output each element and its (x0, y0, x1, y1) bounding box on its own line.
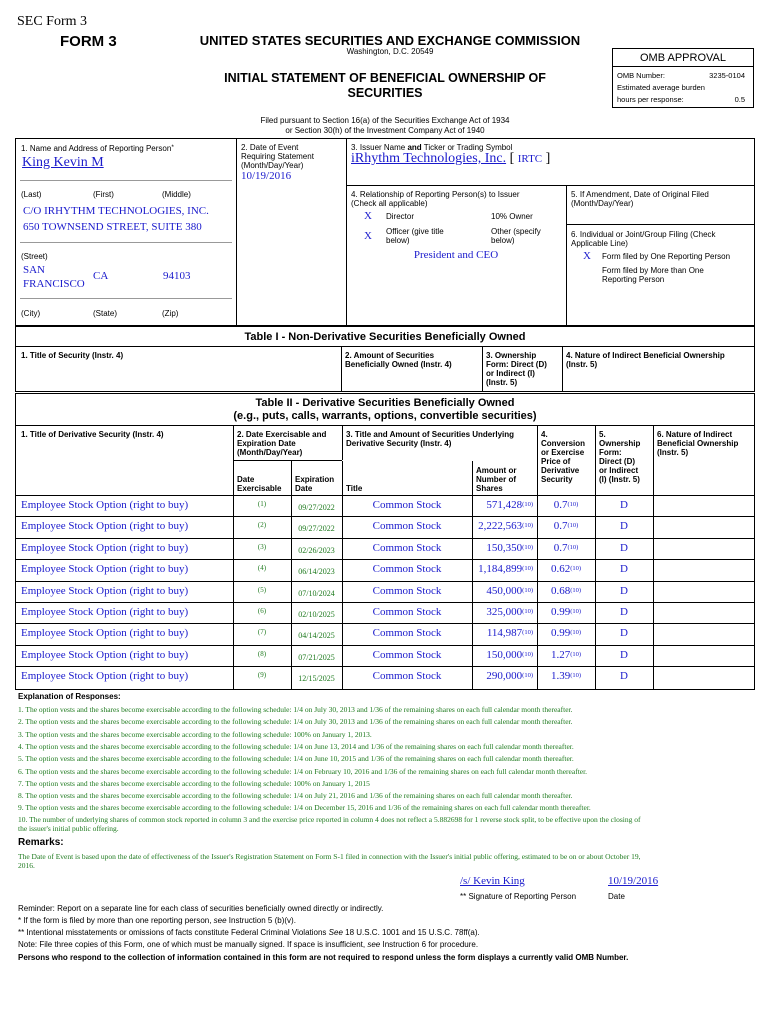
filed-pursuant: Filed pursuant to Section 16(a) of the Securities Exchange Act of 1934 or Section 30(h) of the Investment Company Act of 1940 (260, 116, 510, 135)
ticker-symbol: IRTC (517, 153, 543, 165)
multiple-persons-label: Form filed by More than One Reporting Person (602, 266, 704, 284)
underlying-security-title: Common Stock (372, 627, 442, 640)
last-label: (Last) (21, 190, 42, 199)
underlying-security-title: Common Stock (372, 606, 442, 618)
t2-col3-header: 3. Title and Amount of Securities Underlying Derivative Security (Instr. 4) (346, 430, 515, 448)
signature-date-value: 10/19/2016 (608, 875, 659, 887)
omb-approval-box (612, 48, 754, 108)
t1-col4-header: 4. Nature of Indirect Beneficial Ownership (Instr. 5) (566, 351, 725, 369)
underlying-amount: 290,000$^{(10)}$ (486, 670, 533, 683)
underlying-amount: 114,987$^{(10)}$ (486, 627, 533, 640)
underlying-security-title: Common Stock (372, 563, 442, 576)
exercise-price: 1.39$^{(10)}$ (550, 670, 582, 683)
underlying-amount: 450,000$^{(10)}$ (486, 584, 533, 597)
signature-value: /s/ Kevin King (460, 875, 525, 887)
ownership-form: D (620, 670, 628, 683)
ownership-form: D (620, 584, 628, 597)
event-date: 10/19/2016 (241, 170, 292, 182)
omb-title: OMB APPROVAL (613, 49, 753, 67)
derivative-title: Employee Stock Option (right to buy) (21, 563, 189, 576)
file-note: Note: File three copies of this Form, one of which must be manually signed. If space is insufficient, see Instruction 6 for procedure. (18, 940, 479, 949)
signature-date-label: Date (608, 892, 625, 901)
t2-col5-header: 5. Ownership Form: Direct (D) or Indirect (I) (Instr. 5) (599, 430, 641, 484)
explanation-heading: Explanation of Responses: (18, 692, 121, 701)
zip-value: 94103 (163, 270, 191, 282)
address-line-2: 650 TOWNSEND STREET, SUITE 380 (23, 221, 202, 233)
derivative-title: Employee Stock Option (right to buy) (21, 670, 189, 683)
underlying-amount: 150,350$^{(10)}$ (486, 541, 533, 554)
explanation-item: 4. The option vests and the shares become exercisable according to the following schedule: 1/4 on June 13, 2014 and 1/36 of the remaining shares on each full calendar month thereafter. (18, 741, 574, 751)
date-exercisable-footnote: (9) (257, 671, 267, 680)
exercise-price: 0.7$^{(10)}$ (553, 520, 579, 533)
t2-title-header: Title (346, 484, 363, 493)
zip-label: (Zip) (162, 309, 179, 318)
remarks-text: The Date of Event is based upon the date of effectiveness of the Issuer's Registration Statement on Form S-1 filed in connection with the Issuer's initial public offering, estimated to be on or about October 19, 2016. (18, 852, 641, 870)
underlying-amount: 571,428$^{(10)}$ (486, 499, 533, 511)
box5-label: 5. If Amendment, Date of Original Filed (Month/Day/Year) (571, 190, 709, 208)
t1-col1-header: 1. Title of Security (Instr. 4) (21, 351, 124, 360)
ownership-form: D (620, 648, 628, 661)
derivative-title: Employee Stock Option (right to buy) (21, 499, 189, 511)
ownership-form: D (620, 563, 628, 576)
derivative-title: Employee Stock Option (right to buy) (21, 584, 189, 597)
director-label: Director (386, 212, 415, 221)
middle-label: (Middle) (162, 190, 191, 199)
officer-title: President and CEO (413, 249, 499, 261)
underlying-security-title: Common Stock (372, 520, 442, 533)
signature-label: ** Signature of Reporting Person (460, 892, 577, 901)
footnote-single: * If the form is filed by more than one reporting person, see Instruction 5 (b)(v). (18, 916, 296, 925)
derivative-title: Employee Stock Option (right to buy) (21, 648, 189, 661)
officer-checkbox[interactable]: X (364, 230, 372, 242)
box2-label: 2. Date of Event Requiring Statement (Month/Day/Year) (241, 143, 314, 170)
expiration-date: 09/27/2022 (298, 524, 335, 534)
underlying-security-title: Common Stock (372, 584, 442, 597)
city-label: (City) (21, 309, 41, 318)
city-value: SAN FRANCISCO (23, 264, 85, 290)
underlying-amount: 150,000$^{(10)}$ (486, 648, 533, 661)
sec-form-label: SEC Form 3 (17, 14, 88, 29)
date-exercisable-footnote: (8) (257, 649, 267, 658)
officer-label: Officer (give title below) (386, 227, 444, 245)
t2-col1-header: 1. Title of Derivative Security (Instr. 4) (21, 430, 164, 439)
t2-col4-header: 4. Conversion or Exercise Price of Derivative Security (541, 430, 586, 484)
ownership-form: D (620, 606, 628, 618)
expiration-date: 07/10/2024 (298, 588, 335, 598)
expiration-date: 02/10/2025 (298, 610, 335, 619)
underlying-security-title: Common Stock (372, 648, 442, 661)
one-person-label: Form filed by One Reporting Person (602, 252, 731, 261)
omb-number-value: 3235-0104 (709, 71, 745, 80)
exercise-price: 0.62$^{(10)}$ (550, 563, 582, 576)
explanation-item: 8. The option vests and the shares become exercisable according to the following schedule: 1/4 on July 21, 2016 and 1/36 of the remaining shares on each full calendar month thereafter. (18, 791, 573, 801)
other-label: Other (specify below) (491, 227, 541, 245)
explanation-item: 7. The option vests and the shares become exercisable according to the following schedule: 100% on January 1, 2015 (18, 778, 370, 788)
ten-percent-owner-label: 10% Owner (491, 212, 533, 221)
ownership-form: D (620, 520, 628, 533)
date-exercisable-footnote: (3) (257, 542, 267, 551)
document-title: INITIAL STATEMENT OF BENEFICIAL OWNERSHIP OF SECURITIES (224, 71, 546, 100)
state-label: (State) (93, 309, 118, 318)
omb-hours-label: hours per response: (617, 95, 684, 104)
table-2-title: Table II - Derivative Securities Beneficially Owned (e.g., puts, calls, warrants, options, convertible securities) (233, 397, 537, 422)
explanation-item: 9. The option vests and the shares become exercisable according to the following schedule: 1/4 on December 15, 2016 and 1/36 of the remaining shares on each full calendar month thereafter. (18, 803, 591, 813)
explanation-item: 2. The option vests and the shares become exercisable according to the following schedule: 1/4 on July 30, 2013 and 1/36 of the remaining shares on each full calendar month thereafter. (18, 717, 573, 727)
t2-amount-header: Amount or Number of Shares (476, 466, 517, 493)
underlying-amount: 2,222,563$^{(10)}$ (478, 520, 533, 533)
issuer-name-ticker: iRhythm Technologies, Inc. [ IRTC ] (351, 151, 551, 166)
form-title: FORM 3 (60, 33, 117, 50)
date-exercisable-footnote: (7) (257, 628, 267, 637)
t1-col3-header: 3. Ownership Form: Direct (D) or Indirect (I) (Instr. 5) (486, 351, 547, 387)
state-value: CA (93, 270, 109, 282)
underlying-security-title: Common Stock (372, 499, 442, 511)
underlying-amount: 1,184,899$^{(10)}$ (478, 563, 533, 576)
explanation-item: 3. The option vests and the shares become exercisable according to the following schedule: 100% on January 1, 2013. (18, 729, 372, 739)
expiration-date: 06/14/2023 (298, 567, 335, 577)
t1-col2-header: 2. Amount of Securities Beneficially Owned (Instr. 4) (345, 351, 452, 369)
exercise-price: 0.99$^{(10)}$ (550, 606, 582, 618)
omb-burden-label: Estimated average burden (617, 83, 705, 92)
reminder-note: Reminder: Report on a separate line for each class of securities beneficially owned directly or indirectly. (18, 904, 384, 913)
remarks-heading: Remarks: (18, 837, 64, 848)
t2-expiration-header: Expiration Date (295, 475, 335, 493)
box4-label: 4. Relationship of Reporting Person(s) to Issuer (Check all applicable) (351, 190, 520, 208)
address-line-1: C/O IRHYTHM TECHNOLOGIES, INC. (23, 205, 209, 217)
underlying-security-title: Common Stock (372, 670, 442, 683)
ownership-form: D (620, 499, 628, 511)
expiration-date: 02/26/2023 (298, 545, 335, 555)
table-1-title: Table I - Non-Derivative Securities Beneficially Owned (244, 331, 526, 343)
date-exercisable-footnote: (4) (257, 564, 267, 573)
underlying-amount: 325,000$^{(10)}$ (486, 606, 533, 618)
omb-hours-value: 0.5 (734, 95, 745, 104)
t2-date-exercisable-header: Date Exercisable (237, 475, 282, 493)
exercise-price: 0.7$^{(10)}$ (553, 541, 579, 554)
derivative-title: Employee Stock Option (right to buy) (21, 541, 189, 554)
box6-label: 6. Individual or Joint/Group Filing (Check Applicable Line) (571, 230, 716, 248)
reporting-person-name[interactable]: King Kevin M (22, 155, 104, 170)
first-label: (First) (93, 190, 114, 199)
street-label: (Street) (21, 252, 48, 261)
date-exercisable-footnote: (5) (257, 585, 267, 594)
box3-label: 3. Issuer Name and Ticker or Trading Symbol (351, 143, 513, 152)
t2-col2-header: 2. Date Exercisable and Expiration Date (Month/Day/Year) (237, 430, 327, 457)
expiration-date: 09/27/2022 (298, 503, 335, 512)
omb-number-label: OMB Number: (617, 71, 665, 80)
explanation-item: 1. The option vests and the shares become exercisable according to the following schedule: 1/4 on July 30, 2013 and 1/36 of the remaining shares on each full calendar month thereafter. (18, 705, 573, 714)
commission-title: UNITED STATES SECURITIES AND EXCHANGE COMMISSION (199, 33, 581, 48)
ownership-form: D (620, 627, 628, 640)
issuer-name-link[interactable]: iRhythm Technologies, Inc. (351, 151, 507, 166)
one-person-checkbox[interactable]: X (583, 250, 591, 262)
explanation-item: 5. The option vests and the shares become exercisable according to the following schedule: 1/4 on June 10, 2015 and 1/36 of the remaining shares on each full calendar month thereafter. (18, 754, 574, 764)
exercise-price: 1.27$^{(10)}$ (550, 648, 582, 661)
expiration-date: 07/21/2025 (298, 652, 335, 662)
underlying-security-title: Common Stock (372, 541, 442, 554)
date-exercisable-footnote: (1) (257, 500, 267, 508)
exercise-price: 0.68$^{(10)}$ (550, 584, 582, 597)
box1-label: 1. Name and Address of Reporting Person* (21, 144, 174, 153)
derivative-title: Employee Stock Option (right to buy) (21, 627, 189, 640)
date-exercisable-footnote: (2) (257, 521, 267, 530)
omb-notice: Persons who respond to the collection of information contained in this form are not required to respond unless the form displays a currently valid OMB Number. (18, 953, 629, 962)
explanation-item: 6. The option vests and the shares become exercisable according to the following schedule: 1/4 on February 10, 2016 and 1/36 of the remaining shares on each full calendar month thereafter. (18, 766, 588, 776)
derivative-title: Employee Stock Option (right to buy) (21, 520, 189, 533)
date-exercisable-footnote: (6) (257, 607, 267, 615)
expiration-date: 04/14/2025 (298, 631, 335, 641)
exercise-price: 0.99$^{(10)}$ (550, 627, 582, 640)
derivative-title: Employee Stock Option (right to buy) (21, 606, 189, 618)
exercise-price: 0.7$^{(10)}$ (553, 499, 579, 511)
footnote-double: ** Intentional misstatements or omissions of facts constitute Federal Criminal Violations See 18 U.S.C. 1001 and 15 U.S.C. 78ff(a). (18, 928, 480, 937)
ownership-form: D (620, 541, 628, 554)
expiration-date: 12/15/2025 (298, 674, 335, 684)
commission-location: Washington, D.C. 20549 (346, 47, 434, 56)
t2-col6-header: 6. Nature of Indirect Beneficial Ownership (Instr. 5) (657, 430, 739, 457)
explanation-item-10: 10. The number of underlying shares of common stock reported in column 3 and the exercise price reported in column 4 does not reflect a 5.882698 for 1 reverse stock split, to be effective upon the closing of the issuer's initial public offering. (18, 815, 641, 833)
director-checkbox[interactable]: X (364, 210, 372, 222)
